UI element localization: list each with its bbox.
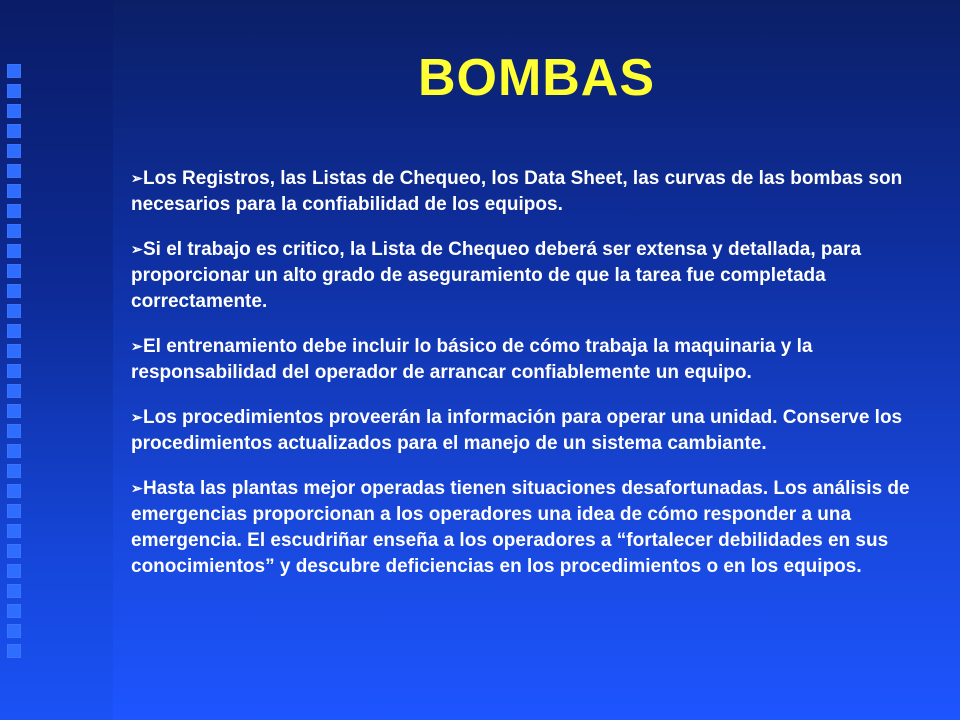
decorative-square <box>7 544 21 558</box>
decorative-square <box>7 304 21 318</box>
decorative-square <box>7 524 21 538</box>
decorative-square <box>7 604 21 618</box>
arrow-right-icon: ➢ <box>131 241 143 257</box>
arrow-right-icon: ➢ <box>131 409 143 425</box>
bullet-text: Si el trabajo es critico, la Lista de Chequeo deberá ser extensa y detallada, para proporcionar un alto grado de aseguramiento de que la tarea fue completada correctamente. <box>131 239 862 312</box>
decorative-square <box>7 444 21 458</box>
bullet-item <box>131 405 911 457</box>
decorative-square <box>7 624 21 638</box>
decorative-square <box>7 404 21 418</box>
bullet-text: Hasta las plantas mejor operadas tienen situaciones desafortunadas. Los análisis de emergencias proporcionan a los operadores una idea de cómo responder a una emergencia. El escudriñar enseña a los operadores a “fortalecer debilidades en sus conocimientos” y descubre deficiencias en los procedimientos o en los equipos. <box>131 478 910 577</box>
decorative-square <box>7 464 21 478</box>
bullet-item <box>131 166 911 218</box>
decorative-square <box>7 184 21 198</box>
decorative-square <box>7 424 21 438</box>
bullet-item <box>131 476 911 580</box>
decorative-square <box>7 504 21 518</box>
decorative-square <box>7 144 21 158</box>
decorative-square-column <box>7 64 27 674</box>
decorative-square <box>7 564 21 578</box>
decorative-square <box>7 384 21 398</box>
decorative-square <box>7 244 21 258</box>
decorative-square <box>7 284 21 298</box>
decorative-square <box>7 104 21 118</box>
decorative-square <box>7 124 21 138</box>
decorative-square <box>7 484 21 498</box>
arrow-right-icon: ➢ <box>131 338 143 354</box>
bullet-item <box>131 237 911 315</box>
decorative-square <box>7 324 21 338</box>
bullet-text: Los Registros, las Listas de Chequeo, los Data Sheet, las curvas de las bombas son necesarios para la confiabilidad de los equipos. <box>131 168 903 215</box>
bullet-text: Los procedimientos proveerán la información para operar una unidad. Conserve los procedimientos actualizados para el manejo de un sistema cambiante. <box>131 407 903 454</box>
arrow-right-icon: ➢ <box>131 170 143 186</box>
bullet-text: El entrenamiento debe incluir lo básico de cómo trabaja la maquinaria y la responsabilidad del operador de arrancar confiablemente un equipo. <box>131 336 813 383</box>
decorative-square <box>7 644 21 658</box>
slide-title: BOMBAS <box>417 49 656 107</box>
decorative-square <box>7 224 21 238</box>
decorative-square <box>7 164 21 178</box>
decorative-square <box>7 84 21 98</box>
decorative-square <box>7 204 21 218</box>
decorative-square <box>7 344 21 358</box>
decorative-square <box>7 584 21 598</box>
left-decorative-strip <box>0 0 113 720</box>
bullet-item <box>131 334 911 386</box>
decorative-square <box>7 364 21 378</box>
arrow-right-icon: ➢ <box>131 480 143 496</box>
slide-content <box>131 166 911 599</box>
decorative-square <box>7 64 21 78</box>
decorative-square <box>7 264 21 278</box>
